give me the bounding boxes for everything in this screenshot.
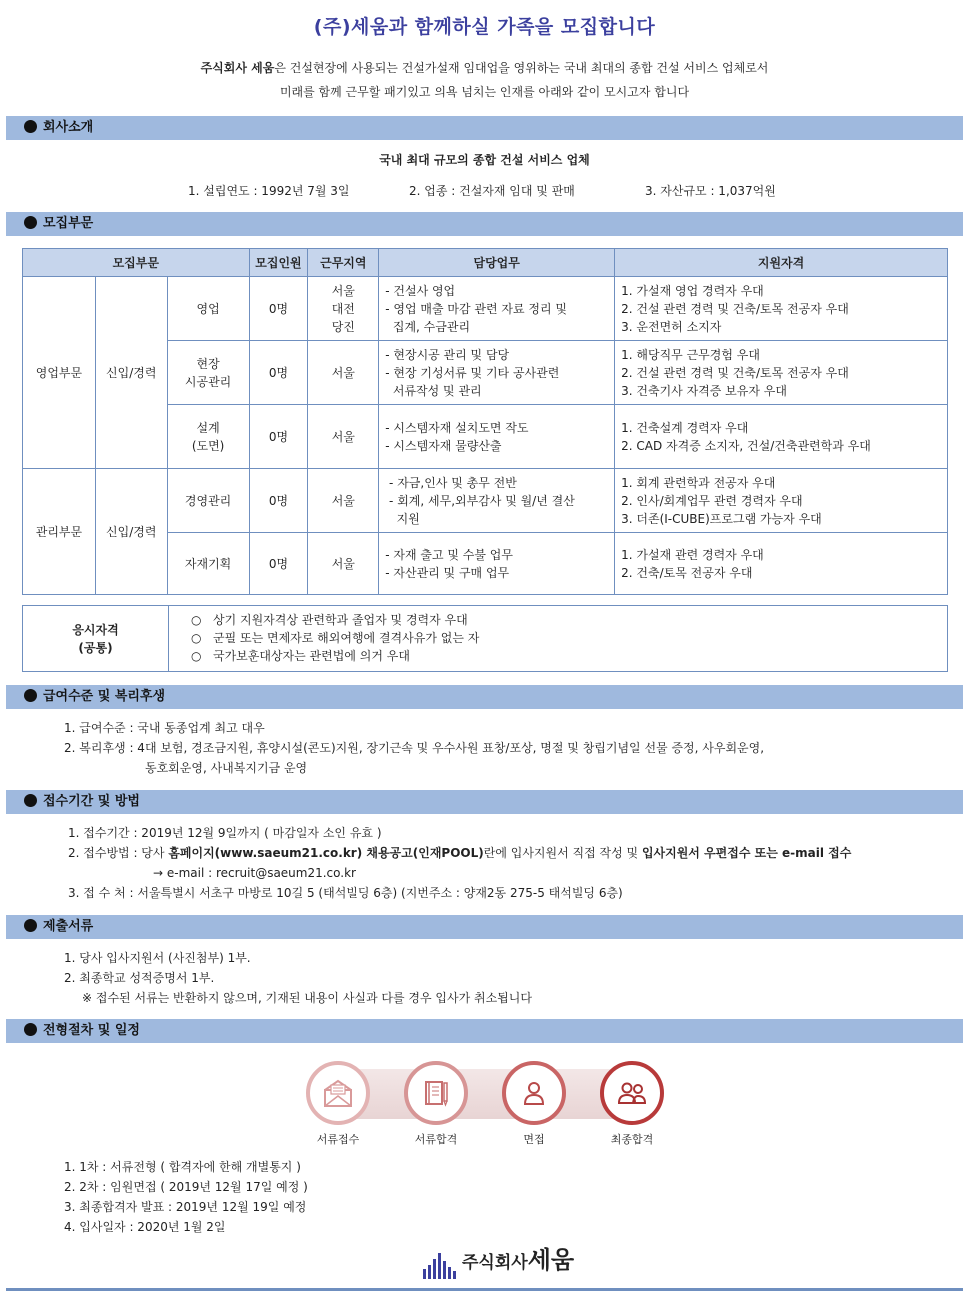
company-logo xyxy=(423,1246,575,1279)
table-row xyxy=(23,469,948,533)
fact-assets: 3. 자산규모 : 1,037억원 xyxy=(645,184,776,198)
req-line: 2. CAD 자격증 소지자, 건설/건축관련학과 우대 xyxy=(621,438,871,453)
section-header-apply xyxy=(6,790,963,814)
qualification-label-line: (공통) xyxy=(78,640,113,655)
step-label: 서류접수 xyxy=(316,1133,360,1146)
reqs-cell xyxy=(615,405,948,469)
req-line: 1. 해당직무 근무경험 우대 xyxy=(621,347,760,362)
apply-method-text: 2. 접수방법 : 당사 xyxy=(68,846,169,860)
list-item xyxy=(191,647,479,665)
qualification-list xyxy=(169,606,479,671)
location-cell: 서울 xyxy=(308,469,379,533)
step-circle xyxy=(404,1061,468,1125)
location-label: 서울 xyxy=(331,283,355,298)
reqs-cell xyxy=(615,277,948,341)
step-circle xyxy=(502,1061,566,1125)
list-item: 1. 1차 : 서류전형 ( 합격자에 한해 개별통지 ) xyxy=(64,1160,301,1174)
duty-line: - 건설사 영업 xyxy=(385,283,456,298)
list-item: 3. 접 수 처 : 서울특별시 서초구 마방로 10길 5 (태석빌딩 6층) (지번주소 : 양재2동 275-5 태석빌딩 6층) xyxy=(68,886,623,900)
req-line: 3. 건축기사 자격증 보유자 우대 xyxy=(621,383,787,398)
bullet-icon xyxy=(24,216,37,229)
role-cell xyxy=(167,277,249,341)
role-label: (도면) xyxy=(191,438,225,453)
qualification-text: 국가보훈대상자는 관련법에 의거 우대 xyxy=(213,649,410,663)
duties-cell xyxy=(379,533,615,595)
list-item xyxy=(191,629,479,647)
duty-line: - 자재 출고 및 수불 업무 xyxy=(385,547,513,562)
reqs-cell xyxy=(615,533,948,595)
qualification-text: 군필 또는 면제자로 해외여행에 결격사유가 없는 자 xyxy=(213,631,480,645)
section-header-recruit xyxy=(6,212,963,236)
list-item xyxy=(68,843,851,863)
header-requirements: 지원자격 xyxy=(615,249,948,277)
common-qualification-box xyxy=(22,605,948,672)
list-item: 동호회운영, 사내복지기금 운영 xyxy=(145,761,308,775)
person-icon xyxy=(519,1078,549,1108)
bullet-icon xyxy=(24,919,37,932)
group-name: 영업부문 xyxy=(23,277,96,469)
logo-text-small: 주식회사 xyxy=(462,1253,528,1273)
list-item: 1. 당사 입사지원서 (사진첨부) 1부. xyxy=(64,951,251,965)
intro-company: 주식회사 세움 xyxy=(200,61,275,75)
req-line: 1. 가설재 관련 경력자 우대 xyxy=(621,547,764,562)
duties-cell xyxy=(379,277,615,341)
recruit-table xyxy=(22,248,948,595)
apply-list xyxy=(68,823,851,903)
location-cell: 서울 xyxy=(308,341,379,405)
docs-note: ※ 접수된 서류는 반환하지 않으며, 기재된 내용이 사실과 다를 경우 입사가 취소됩니다 xyxy=(82,991,532,1005)
location-cell: 서울 xyxy=(308,533,379,595)
step-label: 최종합격 xyxy=(610,1133,654,1146)
count-cell: 0명 xyxy=(249,277,308,341)
fact-industry: 2. 업종 : 건설자재 임대 및 판매 xyxy=(409,184,575,198)
count-cell: 0명 xyxy=(249,533,308,595)
section-title: 회사소개 xyxy=(43,120,94,135)
role-cell: 경영관리 xyxy=(167,469,249,533)
group-type: 신입/경력 xyxy=(95,277,167,469)
count-cell: 0명 xyxy=(249,469,308,533)
company-headline: 국내 최대 규모의 종합 건설 서비스 업체 xyxy=(379,153,590,167)
req-line: 2. 건축/토목 전공자 우대 xyxy=(621,565,753,580)
qualification-label xyxy=(23,606,169,671)
section-header-docs xyxy=(6,915,963,939)
section-header-process xyxy=(6,1019,963,1043)
section-title: 전형절차 및 일정 xyxy=(43,1023,140,1038)
req-line: 2. 인사/회계업무 관련 경력자 우대 xyxy=(621,493,803,508)
location-label: 대전 xyxy=(331,301,355,316)
step-label: 서류합격 xyxy=(414,1133,458,1146)
location-cell: 서울 xyxy=(308,405,379,469)
apply-method-bold: 입사지원서 우편접수 또는 e-mail 접수 xyxy=(641,846,852,860)
section-header-company xyxy=(6,116,963,140)
notebook-pen-icon xyxy=(420,1077,452,1109)
list-item: 4. 입사일자 : 2020년 1월 2일 xyxy=(64,1220,226,1234)
fact-founded: 1. 설립연도 : 1992년 7월 3일 xyxy=(188,184,350,198)
schedule-list xyxy=(64,1157,308,1237)
list-item: 2. 2차 : 임원면접 ( 2019년 12월 17일 예정 ) xyxy=(64,1180,308,1194)
group-name: 관리부문 xyxy=(23,469,96,595)
bar-chart-logo-icon xyxy=(423,1253,457,1279)
duty-line: - 시스템자재 물량산출 xyxy=(385,438,502,453)
logo-text xyxy=(462,1245,574,1279)
location-label: 당진 xyxy=(331,319,355,334)
envelope-icon xyxy=(322,1078,354,1108)
role-label: 현장 xyxy=(196,356,220,371)
role-cell: 자재기획 xyxy=(167,533,249,595)
count-cell: 0명 xyxy=(249,341,308,405)
salary-list xyxy=(64,718,764,778)
list-item: 2. 복리후생 : 4대 보험, 경조금지원, 휴양시설(콘도)지원, 장기근속 및 우수사원 표창/포상, 명절 및 창립기념일 선물 증정, 사우회운영, xyxy=(64,741,765,755)
duty-line: - 자금,인사 및 총무 전반 xyxy=(385,475,517,490)
qualification-text: 상기 지원자격상 관련학과 졸업자 및 경력자 우대 xyxy=(213,613,468,627)
header-count: 모집인원 xyxy=(249,249,308,277)
list-item xyxy=(191,611,479,629)
intro-line2: 미래를 함께 근무할 패기있고 의욕 넘치는 인재를 아래와 같이 모시고자 합니다 xyxy=(279,85,690,99)
req-line: 1. 건축설계 경력자 우대 xyxy=(621,420,749,435)
list-item: 1. 급여수준 : 국내 동종업계 최고 대우 xyxy=(64,721,265,735)
req-line: 3. 더존(I-CUBE)프로그램 가능자 우대 xyxy=(621,511,822,526)
section-title: 급여수준 및 복리후생 xyxy=(43,689,166,704)
header-division: 모집부문 xyxy=(23,249,250,277)
header-duties: 담당업무 xyxy=(379,249,615,277)
duty-line: - 현장 기성서류 및 기타 공사관련 xyxy=(385,365,560,380)
duty-line: - 자산관리 및 구매 업무 xyxy=(385,565,510,580)
role-label: 시공관리 xyxy=(184,374,232,389)
duty-line: 서류작성 및 관리 xyxy=(385,383,482,398)
section-title: 모집부문 xyxy=(43,216,94,231)
req-line: 1. 가설재 영업 경력자 우대 xyxy=(621,283,764,298)
bullet-icon xyxy=(24,794,37,807)
count-cell: 0명 xyxy=(249,405,308,469)
header-location: 근무지역 xyxy=(308,249,379,277)
role-cell xyxy=(167,341,249,405)
list-item: 3. 최종합격자 발표 : 2019년 12월 19일 예정 xyxy=(64,1200,307,1214)
apply-method-text: 란에 입사지원서 직접 작성 및 xyxy=(483,846,642,860)
duty-line: - 시스템자재 설치도면 작도 xyxy=(385,420,529,435)
reqs-cell xyxy=(615,469,948,533)
step-label: 면접 xyxy=(523,1133,545,1146)
docs-list xyxy=(64,948,532,1008)
intro-text xyxy=(0,56,969,104)
section-header-salary xyxy=(6,685,963,709)
intro-line1: 은 건설현장에 사용되는 건설가설재 임대업을 영위하는 국내 최대의 종합 건설 서비스 업체로서 xyxy=(274,61,769,75)
duties-cell xyxy=(379,469,615,533)
section-title: 접수기간 및 방법 xyxy=(43,794,140,809)
role-label: 설계 xyxy=(196,420,220,435)
duty-line: - 현장시공 관리 및 담당 xyxy=(385,347,510,362)
duty-line: 지원 xyxy=(385,511,420,526)
process-diagram xyxy=(300,1055,670,1155)
reqs-cell xyxy=(615,341,948,405)
req-line: 2. 건설 관련 경력 및 건축/토목 전공자 우대 xyxy=(621,301,849,316)
role-label: 영업 xyxy=(196,301,220,316)
duties-cell xyxy=(379,341,615,405)
page-title: (주)세움과 함께하실 가족을 모집합니다 xyxy=(313,16,656,38)
people-icon xyxy=(615,1078,649,1108)
email-link[interactable]: → e-mail : recruit@saeum21.co.kr xyxy=(153,866,356,880)
role-cell xyxy=(167,405,249,469)
list-item: 1. 접수기간 : 2019년 12월 9일까지 ( 마감일자 소인 유효 ) xyxy=(68,826,382,840)
duties-cell xyxy=(379,405,615,469)
homepage-link[interactable]: 홈페이지(www.saeum21.co.kr) 채용공고(인재POOL) xyxy=(168,846,484,860)
duty-line: - 영업 매출 마감 관련 자료 정리 및 xyxy=(385,301,567,316)
circle-bullet-icon: ○ xyxy=(191,649,202,663)
list-item: 2. 최종학교 성적증명서 1부. xyxy=(64,971,215,985)
bullet-icon xyxy=(24,120,37,133)
qualification-label-line: 응시자격 xyxy=(72,622,119,637)
bullet-icon xyxy=(24,1023,37,1036)
section-title: 제출서류 xyxy=(43,919,94,934)
group-type: 신입/경력 xyxy=(95,469,167,595)
logo-text-big: 세움 xyxy=(527,1246,575,1274)
req-line: 3. 운전면허 소지자 xyxy=(621,319,722,334)
circle-bullet-icon: ○ xyxy=(191,631,202,645)
location-cell xyxy=(308,277,379,341)
table-row xyxy=(23,277,948,341)
req-line: 2. 건설 관련 경력 및 건축/토목 전공자 우대 xyxy=(621,365,849,380)
req-line: 1. 회계 관련학과 전공자 우대 xyxy=(621,475,776,490)
circle-bullet-icon: ○ xyxy=(191,613,202,627)
duty-line: - 회계, 세무,외부감사 및 월/년 결산 xyxy=(385,493,575,508)
table-header-row xyxy=(23,249,948,277)
bullet-icon xyxy=(24,689,37,702)
bottom-divider xyxy=(6,1288,963,1291)
step-circle xyxy=(306,1061,370,1125)
duty-line: 집계, 수금관리 xyxy=(385,319,471,334)
step-circle xyxy=(600,1061,664,1125)
